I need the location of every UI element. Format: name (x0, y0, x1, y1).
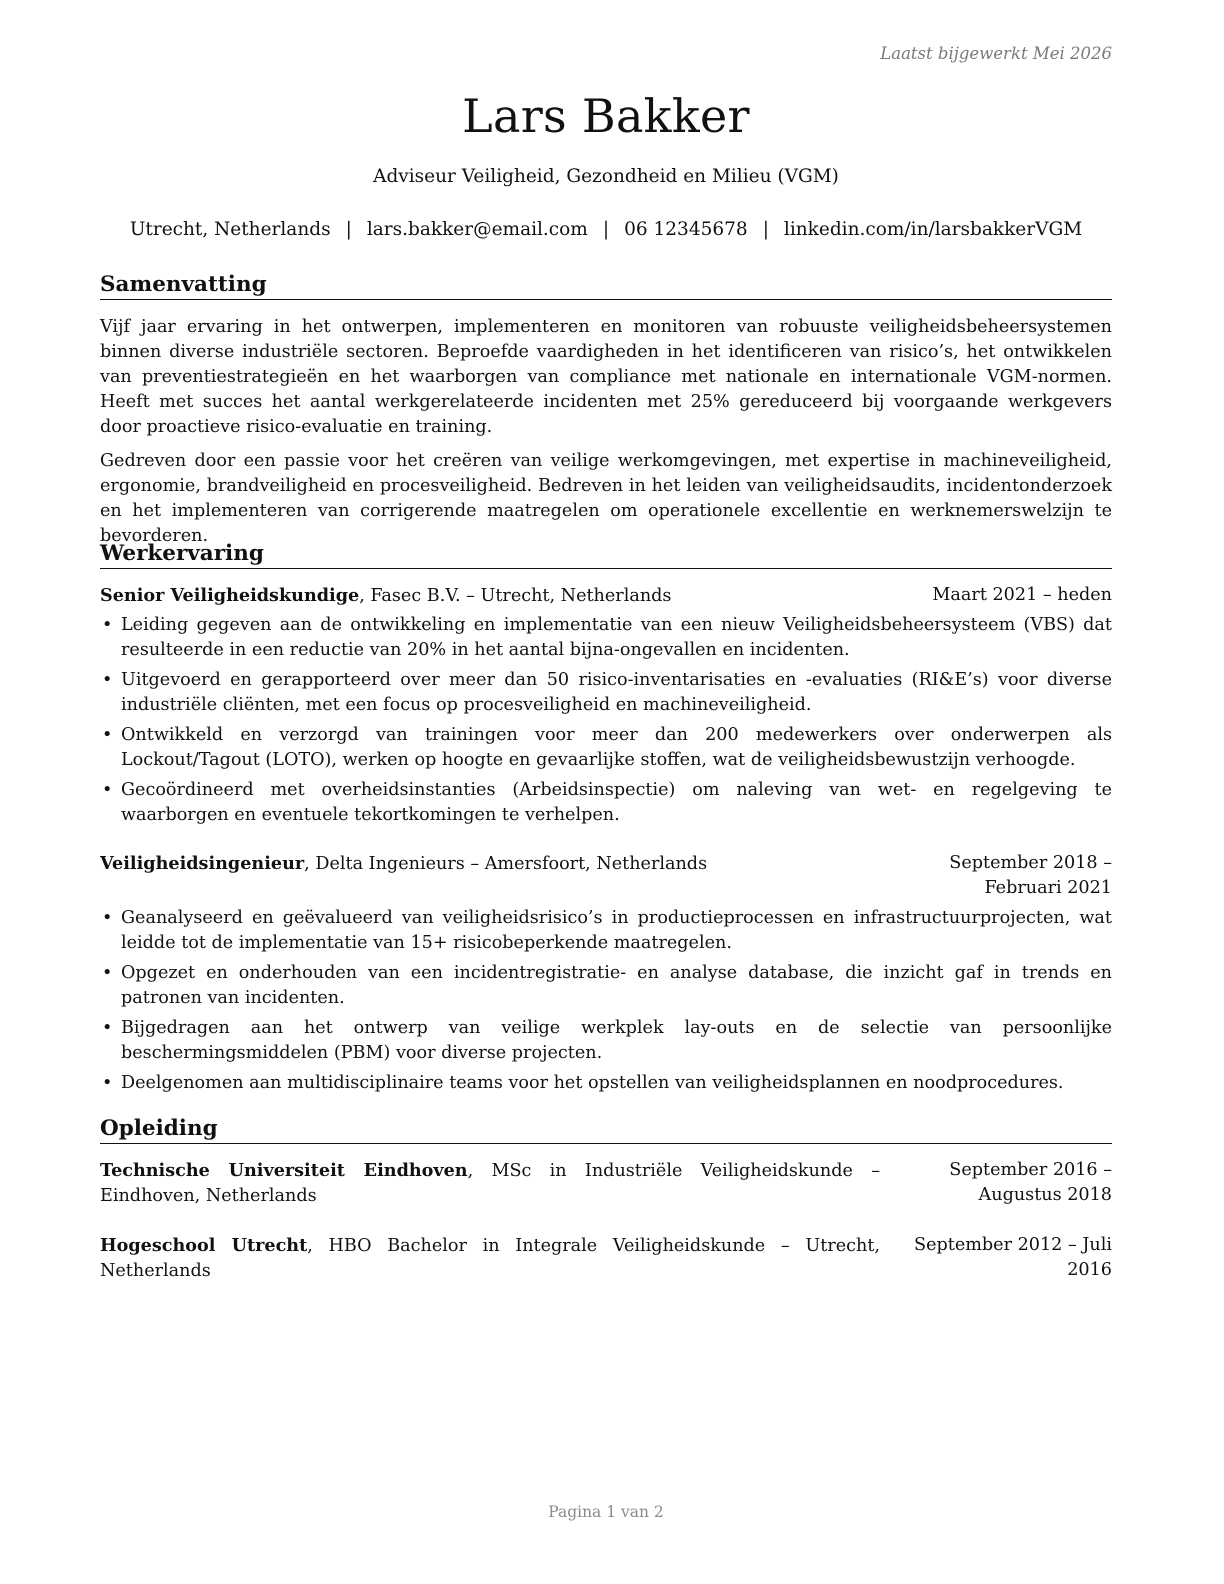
contact-separator: | (602, 219, 610, 240)
education-school: Hogeschool Utrecht (100, 1235, 308, 1256)
contact-line (100, 219, 1112, 240)
section-heading-education: Opleiding (100, 1115, 1112, 1144)
resume-page (100, 0, 1112, 1584)
list-item: • Deelgenomen aan multidisciplinaire teams voor het opstellen van veiligheidsplannen en noodprocedures. (100, 1071, 1112, 1096)
list-item: • Opgezet en onderhouden van een incidentregistratie- en analyse database, die inzicht gaf in trends en patronen van incidenten. (100, 961, 1112, 1011)
education-detail: , HBO Bachelor in Integrale Veiligheidskunde – Utrecht, Netherlands (100, 1236, 880, 1281)
job-bullets (100, 906, 1112, 1101)
list-item: • Leiding gegeven aan de ontwikkeling en implementatie van een nieuw Veiligheidsbeheersysteem (VBS) dat resulteerde in een reductie van 20% in het aantal bijna-ongevallen en incidenten. (100, 613, 1112, 663)
section-heading-experience: Werkervaring (100, 540, 1112, 569)
job-company: , Fasec B.V. – Utrecht, Netherlands (359, 586, 672, 606)
summary-paragraph: Gedreven door een passie voor het creëren van veilige werkomgevingen, met expertise in machineveiligheid, ergonomie, brandveiligheid en procesveiligheid. Bedreven in het leiden van veiligheidsaudits, incidentonderzoek en het implementeren van corrigerende maatregelen om operationele excellentie en werknemerswelzijn te bevorderen. (100, 451, 1112, 546)
education-detail: , MSc in Industriële Veiligheidskunde – Eindhoven, Netherlands (100, 1161, 880, 1206)
education-school: Technische Universiteit Eindhoven (100, 1160, 468, 1181)
contact-phone: 06 12345678 (624, 219, 748, 240)
page-number: Pagina 1 van 2 (548, 1503, 664, 1521)
list-item: • Bijgedragen aan het ontwerp van veilige werkplek lay-outs en de selectie van persoonlijke beschermingsmiddelen (PBM) voor diverse projecten. (100, 1016, 1112, 1066)
job-role: Senior Veiligheidskundige (100, 585, 360, 606)
candidate-name: Lars Bakker (462, 89, 750, 143)
list-item: • Uitgevoerd en gerapporteerd over meer dan 50 risico-inventarisaties en -evaluaties (RI&E’s) voor diverse industriële cliënten, met een focus op procesveiligheid en machineveiligheid. (100, 668, 1112, 718)
list-item: • Gecoördineerd met overheidsinstanties (Arbeidsinspectie) om naleving van wet- en regelgeving te waarborgen en eventuele tekortkomingen te verhelpen. (100, 778, 1112, 828)
contact-location: Utrecht, Netherlands (129, 219, 331, 240)
list-item: • Ontwikkeld en verzorgd van trainingen voor meer dan 200 medewerkers over onderwerpen als Lockout/Tagout (LOTO), werken op hoogte en gevaarlijke stoffen, wat de veiligheidsbewustzijn verhoogde. (100, 723, 1112, 773)
contact-separator: | (762, 219, 769, 240)
contact-email[interactable]: lars.bakker@email.com (366, 219, 588, 240)
job-company: , Delta Ingenieurs – Amersfoort, Netherlands (304, 854, 708, 874)
summary-paragraph: Vijf jaar ervaring in het ontwerpen, implementeren en monitoren van robuuste veiligheidsbeheersystemen binnen diverse industriële sectoren. Beproefde vaardigheden in het identificeren van risico’s, het ontwikkelen van preventiestrategieën en het waarborgen van compliance met nationale en internationale VGM-normen. Heeft met succes het aantal werkgerelateerde incidenten met 25% gereduceerd bij voorgaande werkgevers door proactieve risico-evaluatie en training. (100, 317, 1112, 437)
job-role: Veiligheidsingenieur (100, 853, 305, 874)
education-dates: September 2016 – Augustus 2018 (949, 1160, 1112, 1205)
list-item: • Geanalyseerd en geëvalueerd van veiligheidsrisico’s in productieprocessen en infrastructuurprojecten, wat leidde tot de implementatie van 15+ risicobeperkende maatregelen. (100, 906, 1112, 956)
last-updated-note: Laatst bijgewerkt Mei 2026 (880, 44, 1112, 63)
job-dates: Maart 2021 – heden (932, 585, 1112, 605)
contact-separator: | (345, 219, 352, 240)
job-bullets (100, 613, 1112, 833)
job-title: Adviseur Veiligheid, Gezondheid en Milieu (VGM) (373, 166, 839, 187)
job-dates: September 2018 – Februari 2021 (949, 853, 1112, 898)
section-heading-summary: Samenvatting (100, 271, 1112, 300)
contact-linkedin[interactable]: linkedin.com/in/larsbakkerVGM (783, 219, 1083, 240)
education-dates: September 2012 – Juli 2016 (914, 1235, 1112, 1280)
